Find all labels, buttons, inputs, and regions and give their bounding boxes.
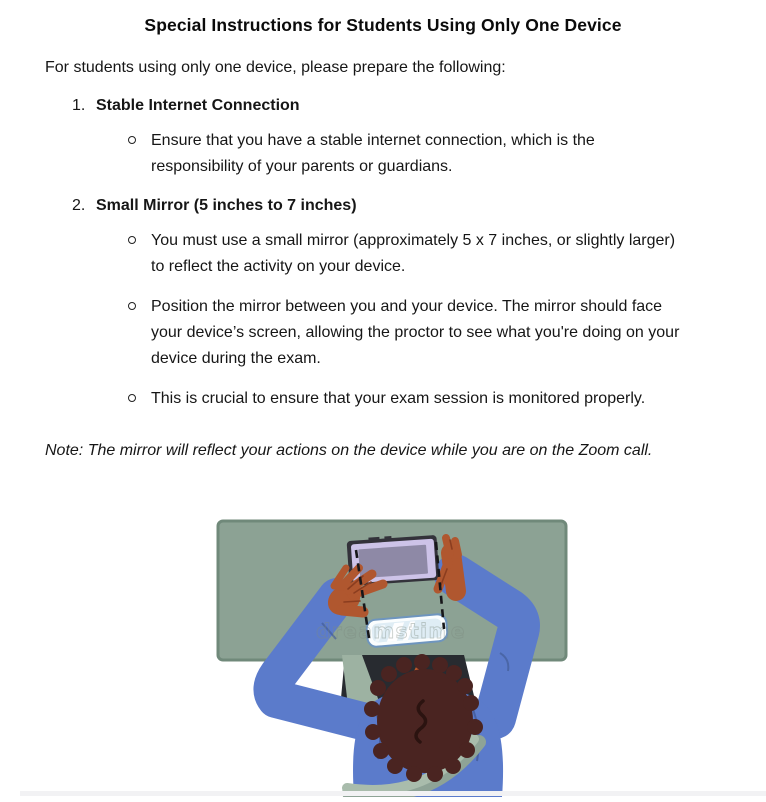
- bullet-text: You must use a small mirror (approximately 5 x 7 inches, or slightly larger) to reflect the activity on your device.: [151, 232, 676, 275]
- stock-watermark: dreamstime: [316, 619, 466, 643]
- bullet-item: [128, 386, 721, 412]
- bullet-item: [128, 128, 721, 180]
- one-device-mirror-illustration: [202, 505, 582, 797]
- tablet-camera: [384, 536, 391, 539]
- bullet-text: Ensure that you have a stable internet connection, which is the responsibility of your parents or guardians.: [151, 132, 595, 175]
- item-2-bullets: [45, 228, 721, 412]
- illustration-container: [202, 505, 582, 797]
- intro-paragraph: For students using only one device, please prepare the following:: [45, 59, 506, 76]
- numbered-item-1: [72, 97, 721, 115]
- item-heading: Stable Internet Connection: [96, 97, 300, 114]
- item-heading: Small Mirror (5 inches to 7 inches): [96, 197, 357, 214]
- bullet-text: Position the mirror between you and your device. The mirror should face your device’s screen, allowing the proctor to see what you're doing on your device during the exam.: [151, 298, 680, 367]
- numbered-item-2: [72, 197, 721, 215]
- bullet-item: [128, 294, 721, 372]
- bullet-item: [128, 228, 721, 280]
- bullet-text: This is crucial to ensure that your exam session is monitored properly.: [151, 390, 646, 407]
- item-number: 2.: [72, 197, 86, 214]
- item-1-bullets: [45, 128, 721, 180]
- page-bottom-strip: [20, 791, 766, 796]
- page-title: Special Instructions for Students Using Only One Device: [144, 15, 622, 35]
- circle-bullet-marker: [128, 394, 136, 402]
- circle-bullet-marker: [128, 236, 136, 244]
- note-paragraph: Note: The mirror will reflect your actions on the device while you are on the Zoom call.: [45, 442, 653, 459]
- circle-bullet-marker: [128, 302, 136, 310]
- circle-bullet-marker: [128, 136, 136, 144]
- item-number: 1.: [72, 97, 86, 114]
